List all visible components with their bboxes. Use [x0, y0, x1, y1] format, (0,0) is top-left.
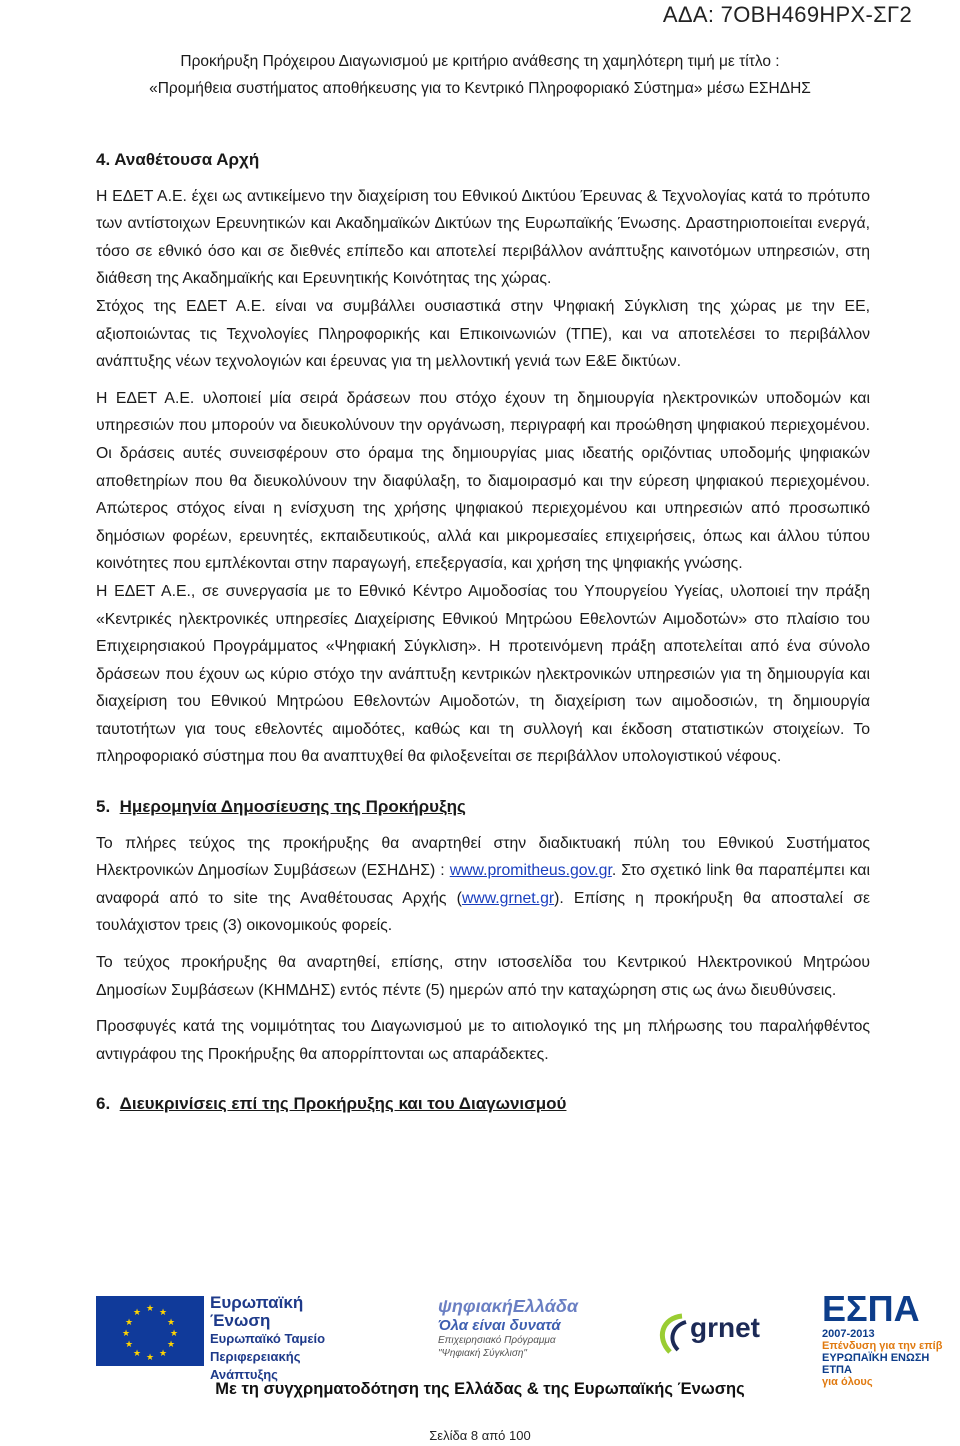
svg-text:★: ★: [166, 1340, 176, 1350]
eu-logo-line-2: Ευρωπαϊκό Ταμείο: [210, 1331, 326, 1346]
footer-logos: [0, 1288, 960, 1388]
eu-flag-icon: [96, 1296, 204, 1366]
header-line-2: «Προμήθεια συστήματος αποθήκευσης για το Κεντρικό Πληροφοριακό Σύστημα» μέσω ΕΣΗΔΗΣ: [149, 80, 811, 97]
espa-logo-years: 2007-2013: [822, 1328, 875, 1340]
page-number: Σελίδα 8 από 100: [429, 1428, 531, 1443]
psifiaki-logo-line-4: "Ψηφιακή Σύγκλιση": [438, 1348, 527, 1359]
svg-text:★: ★: [158, 1349, 168, 1359]
grnet-swoosh-icon: [652, 1308, 692, 1358]
espa-logo: [822, 1288, 956, 1388]
promitheus-link[interactable]: www.promitheus.gov.gr: [449, 862, 612, 880]
section-6-title: [96, 1090, 870, 1118]
svg-text:★: ★: [124, 1340, 134, 1350]
espa-logo-title: ΕΣΠΑ: [822, 1288, 920, 1329]
eu-logo: [96, 1290, 336, 1382]
section-4-paragraph-3: Η ΕΔΕΤ Α.Ε. υλοποιεί μία σειρά δράσεων που στόχο έχουν τη δημιουργία ηλεκτρονικών υποδομών και υπηρεσιών που μπορούν να διευκολύνουν την οργάνωση, περιγραφή και προώθηση ψηφιακού περιεχομένου. Οι δράσεις αυτές συνεισφέρουν στο όραμα της δημιουργίας μιας ιδεατής οριζόντιας υποδομής ψηφιακών αποθετηρίων που θα διευκολύνουν την διαφύλαξη, το διαμοιρασμό και την εύρεση ψηφιακού περιεχομένου. Απώτερος στόχος είναι η ενίσχυση της χρήσης ψηφιακού περιεχομένου και υπηρεσιών από προσωπικό δημόσιων φορέων, ερευνητές, εκπαιδευτικούς, αλλά και μικρομεσαίες επιχειρήσεις, όπως και άλλου τύπου κοινότητες που εμπλέκονται στην παραγωγή, επεξεργασία, και χρήση της ψηφιακής γνώσης.: [96, 389, 870, 573]
section-5-paragraph-3: Προσφυγές κατά της νομιμότητας του Διαγωνισμού με το αιτιολογικό της μη πλήρωσης του παραλήφθέντος αντιγράφου της Προκήρυξης θα απορρίπτονται ως απαράδεκτες.: [96, 1018, 870, 1063]
psifiaki-logo-line-2: Όλα είναι δυνατά: [438, 1317, 561, 1334]
section-4-title: 4. Αναθέτουσα Αρχή: [96, 150, 260, 169]
svg-text:★: ★: [145, 1304, 155, 1314]
section-5-number: 5.: [96, 797, 111, 817]
section-5-p1-text-b: . Στο σχετικό link θα παραπέμπει και αναφορά από το site της Αναθέτουσας Αρχής (: [96, 862, 870, 907]
eu-logo-line-3: Περιφερειακής: [210, 1349, 301, 1364]
section-4-paragraph-4: Η ΕΔΕΤ Α.Ε., σε συνεργασία με το Εθνικό Κέντρο Αιμοδοσίας του Υπουργείου Υγείας, υλοποιεί την πράξη «Κεντρικές ηλεκτρονικές υπηρεσίες Διαχείρισης Εθνικού Μητρώου Εθελοντών Αιμοδοτών» στο πλαίσιο του Επιχειρησιακού Προγράμματος «Ψηφιακή Σύγκλιση». Η προτεινόμενη πράξη αποτελείται από ένα σύνολο δράσεων που έχουν ως κύριο στόχο την ανάπτυξη κεντρικών ηλεκτρονικών υπηρεσιών για τη δημιουργία και διαχείριση του Εθνικού Μητρώου Εθελοντών Αιμοδοτών, τη διαχείριση των αιμοδοσιών, τη δημιουργία ταυτοτήτων για τους εθελοντές αιμοδότες, καθώς και τη συλλογή και έκδοση στατιστικών στοιχείων. Το πληροφοριακό σύστημα που θα αναπτυχθεί θα φιλοξενείται σε περιβάλλον υπολογιστικού νέφους.: [96, 582, 870, 766]
svg-text:★: ★: [132, 1308, 142, 1318]
svg-text:★: ★: [166, 1318, 176, 1328]
espa-logo-eu: ΕΥΡΩΠΑΪΚΗ ΕΝΩΣΗ: [822, 1352, 930, 1364]
section-5-heading: Ημερομηνία Δημοσίευσης της Προκήρυξης: [119, 797, 466, 817]
grnet-link[interactable]: www.grnet.gr: [461, 889, 555, 907]
eu-logo-line-4: Ανάπτυξης: [210, 1367, 278, 1382]
espa-logo-for-all: για όλους: [822, 1376, 873, 1388]
svg-text:★: ★: [124, 1318, 134, 1328]
psifiaki-logo-line-3: Επιχειρησιακό Πρόγραμμα: [438, 1335, 556, 1346]
cofunding-statement: Με τη συγχρηματοδότηση της Ελλάδας & της Ευρωπαϊκής Ένωσης: [215, 1380, 745, 1398]
section-5-p1-text-a: Το πλήρες τεύχος της προκήρυξης θα αναρτηθεί στην διαδικτυακή πύλη του Εθνικού Συστήματος Ηλεκτρονικών Δημοσίων Συμβάσεων (ΕΣΗΔΗΣ) :: [96, 834, 870, 880]
grnet-logo-text: grnet: [690, 1312, 760, 1343]
espa-logo-etpa: ΕΤΠΑ: [822, 1364, 852, 1376]
svg-text:★: ★: [121, 1329, 131, 1339]
grnet-logo: [652, 1302, 772, 1362]
svg-text:★: ★: [158, 1308, 168, 1318]
section-5-paragraph-1: [96, 830, 870, 940]
section-5-paragraph-2: Το τεύχος προκήρυξης θα αναρτηθεί, επίσης, στην ιστοσελίδα του Κεντρικού Ηλεκτρονικού Μητρώου Δημοσίων Συμβάσεων (ΚΗΜΔΗΣ) εντός πέντε (5) ημερών από την καταχώρηση στις ως άνω διευθύνσεις.: [96, 954, 870, 999]
ada-code: ΑΔΑ: 7ΟΒΗ469ΗΡΧ-ΣΓ2: [662, 2, 912, 27]
section-6-heading: Διευκρινίσεις επί της Προκήρυξης και του Διαγωνισμού: [119, 1094, 567, 1114]
svg-text:★: ★: [169, 1329, 179, 1339]
document-body: [96, 146, 870, 1118]
psifiaki-ellada-logo: [438, 1296, 584, 1368]
espa-logo-slogan: Επένδυση για την επίβ: [822, 1340, 943, 1352]
section-6-number: 6.: [96, 1094, 111, 1114]
eu-logo-line-1: Ευρωπαϊκή Ένωση: [210, 1293, 304, 1330]
svg-text:★: ★: [132, 1349, 142, 1359]
section-5-p1-text-c: ). Επίσης η προκήρυξη θα αποσταλεί σε τουλάχιστον τρεις (3) οικονομικούς φορείς.: [96, 889, 870, 935]
section-4-paragraph-1: Η ΕΔΕΤ Α.Ε. έχει ως αντικείμενο την διαχείριση του Εθνικού Δικτύου Έρευνας & Τεχνολογίας κατά το πρότυπο των αντίστοιχων Ερευνητικών και Ακαδημαϊκών Δικτύων της Ευρωπαϊκής Ένωσης. Δραστηριοποιείται ενεργά, τόσο σε εθνικό όσο και σε διεθνές επίπεδο και αποτελεί περιβάλλον ανάπτυξης καινοτόμων υπηρεσιών, στη διάθεση της Ακαδημαϊκής και Ερευνητικής Κοινότητας της χώρας.: [96, 187, 870, 288]
svg-text:★: ★: [145, 1353, 155, 1363]
document-header: [0, 48, 960, 102]
header-line-1: Προκήρυξη Πρόχειρου Διαγωνισμού με κριτήριο ανάθεσης τη χαμηλότερη τιμή με τίτλο :: [180, 53, 780, 70]
section-4-paragraph-2: Στόχος της ΕΔΕΤ Α.Ε. είναι να συμβάλλει ουσιαστικά στην Ψηφιακή Σύγκλιση της χώρας με την ΕΕ, αξιοποιώντας τις Τεχνολογίες Πληροφορικής και Επικοινωνιών (ΤΠΕ), και να αποτελέσει το περιβάλλον ανάπτυξης νέων τεχνολογιών και έρευνας για τη μελλοντική γενιά των Ε&Ε δικτύων.: [96, 297, 870, 371]
psifiaki-logo-line-1: ψηφιακήΕλλάδα: [438, 1296, 579, 1316]
section-5-title: [96, 793, 870, 821]
